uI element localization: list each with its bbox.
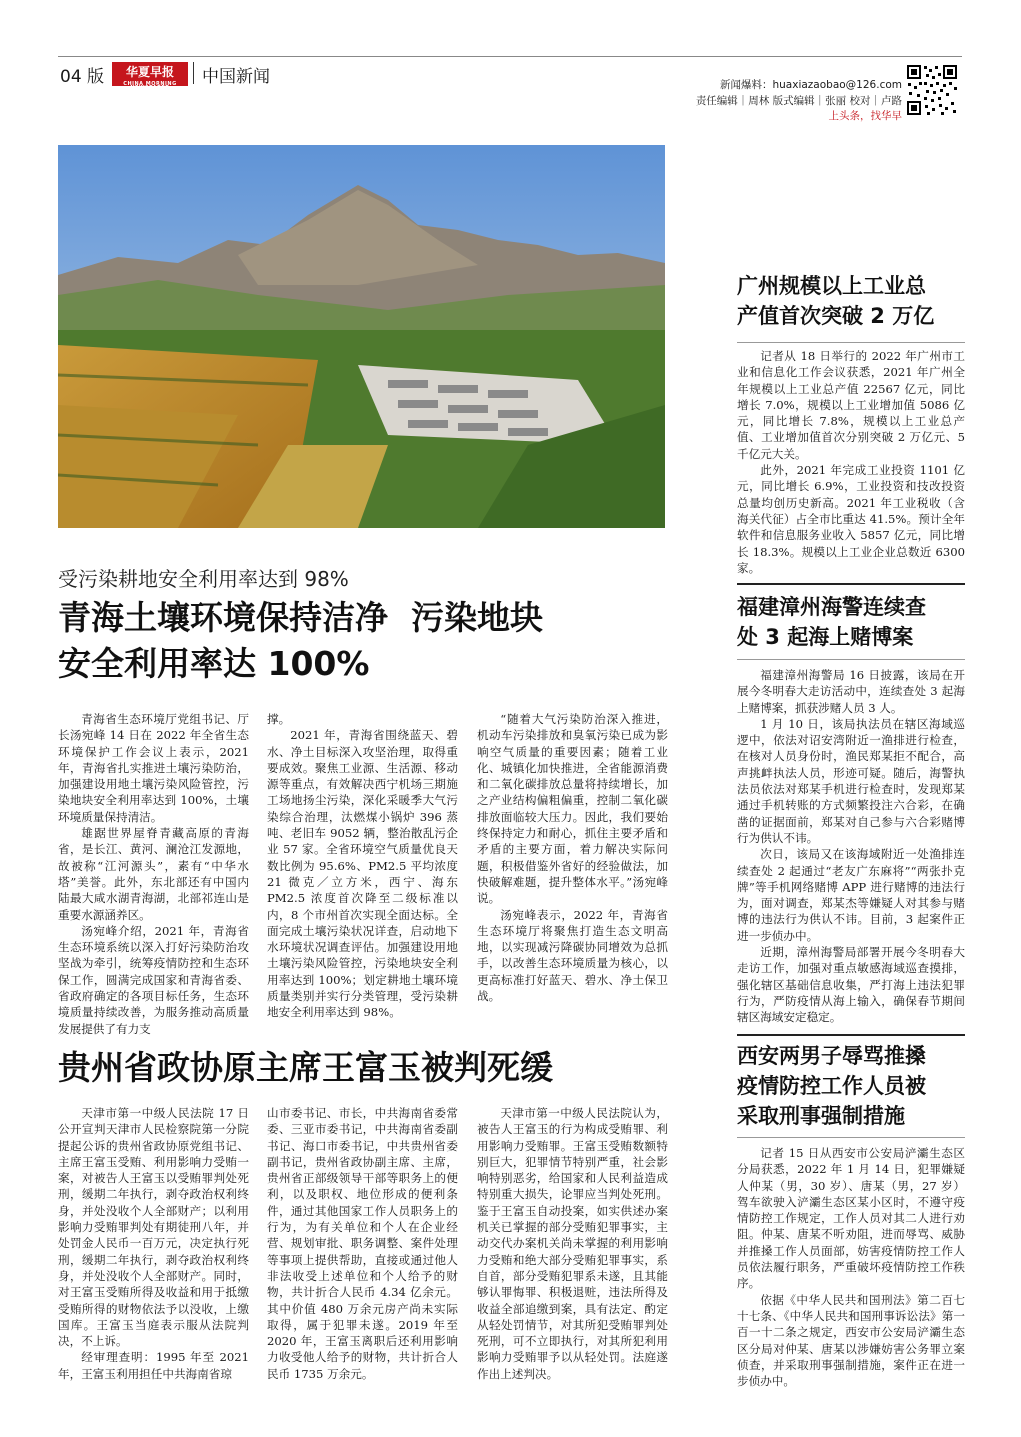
paragraph: 山市委书记、市长，中共海南省委常委、三亚市委书记，中共海南省委副书记、海口市委书记，中共贵州省委副书记，贵州省政协副主席、主席，贵州省正部级领导干部等职务上的便利，以及职权、地位形成的便利条件，通过其他国家工作人员职务上的行为，为有关单位和个人在企业经营、规划审批、职务调整、案件处理等事项上提供帮助，直接或通过他人非法收受上述单位和个人给予的财物，共计折合人民币 4.34 亿余元。其中价值 480 万余元房产尚未实际取得，属于犯罪未遂。2019 年至 2020 年，王富玉离职后还利用影响力收受他人给予的财物，共计折合人民币 1735 万余元。 <box>267 1106 458 1381</box>
fujian-headline-line2: 处 3 起海上赌博案 <box>737 625 914 649</box>
divider <box>737 342 965 343</box>
paragraph: 依据《中华人民共和国刑法》第二百七十七条、《中华人民共和国刑事诉讼法》第一百一十二条之规定，西安市公安局浐灞生态区分局对仲某、唐某以涉嫌妨害公务罪立案侦查，并采取刑事强制措施，案件正在进一步侦办中。 <box>737 1292 965 1389</box>
divider <box>737 659 965 660</box>
fujian-body <box>737 667 965 1026</box>
section-name: 中国新闻 <box>202 67 270 87</box>
paragraph: 天津市第一中级人民法院 17 日公开宣判天津市人民检察院第一分院提起公诉的贵州省政协原党组书记、主席王富玉受贿、利用影响力受贿一案，对被告人王富玉以受贿罪判处死刑，缓期二年执行，剥夺政治权利终身，并处没收个人全部财产；以利用影响力受贿罪判处有期徒刑八年，并处罚金人民币一百万元，决定执行死刑，缓期二年执行，剥夺政治权利终身，并处没收个人全部财产。同时，对王富玉受贿所得及收益和用于抵缴受贿所得的财物依法予以没收，上缴国库。王富玉当庭表示服从法院判决，不上诉。 <box>58 1106 249 1349</box>
guangzhou-body <box>737 348 965 576</box>
logo-text: 华夏早报 <box>125 65 174 79</box>
qinghai-column-3 <box>477 711 668 1004</box>
paragraph: 记者从 18 日举行的 2022 年广州市工业和信息化工作会议获悉，2021 年广州全年规模以上工业总产值 22567 亿元，同比增长 7.0%，规模以上工业增加值 5086 亿元，同比增长 7.8%，规模以上工业总产值、工业增加值首次分别突破 2 万亿元、5 千亿元大关。 <box>737 349 965 461</box>
page-number: 04 版 <box>60 67 105 87</box>
header-top-rule <box>58 56 962 57</box>
paragraph: “随着大气污染防治深入推进，机动车污染排放和臭氧污染已成为影响空气质量的重要因素；随着工业化、城镇化加快推进，全省能源消费和二氧化碳排放总量将持续增长，加之产业结构偏粗偏重，控制二氧化碳排放面临较大压力。因此，我们要始终保持定力和耐心，抓住主要矛盾和矛盾的主要方面，着力解决实际问题，积极借鉴外省好的经验做法，加快破解难题，提升整体水平。”汤宛峰说。 <box>477 712 668 906</box>
qinghai-headline-line2: 安全利用率达 100% <box>58 644 370 683</box>
xian-headline-line1: 西安两男子辱骂推搡 <box>737 1044 926 1068</box>
tip-line: 新闻爆料：huaxiazaobao@126.com <box>719 79 902 91</box>
paragraph: 汤宛峰表示，2022 年，青海省生态环境厅将聚焦打造生态文明高地，以实现减污降碳协同增效为总抓手，以改善生态环境质量为核心，以更高标准打好蓝天、碧水、净土保卫战。 <box>477 907 668 1004</box>
paragraph: 雄踞世界屋脊青藏高原的青海省，是长江、黄河、澜沧江发源地，故被称“江河源头”，素有“中华水塔”美誉。此外，东北部还有中国内陆最大咸水湖青海湖，北部祁连山是重要水源涵养区。 <box>58 826 249 922</box>
paragraph: 近期，漳州海警局部署开展今冬明春大走访工作，加强对重点敏感海域巡查摸排，强化辖区基础信息收集，严打海上违法犯罪行为，严防疫情从海上输入，确保春节期间辖区海域安定稳定。 <box>737 945 965 1025</box>
paragraph: 汤宛峰介绍，2021 年，青海省生态环境系统以深入打好污染防治攻坚战为牵引，统筹疫情防控和生态环保工作，圆满完成国家和青海省委、省政府确定的各项目标任务，生态环境质量持续改善，为服务推动高质量发展提供了有力支 <box>58 923 249 1036</box>
slogan: 上头条，找华早 <box>828 110 902 122</box>
landscape-photo <box>58 145 665 528</box>
xian-headline <box>737 1041 967 1131</box>
guizhou-headline: 贵州省政协原主席王富玉被判死缓 <box>58 1048 553 1087</box>
guangzhou-headline <box>737 271 967 331</box>
fujian-headline-line1: 福建漳州海警连续查 <box>737 595 926 619</box>
qinghai-column-1 <box>58 711 249 1037</box>
paragraph: 青海省生态环境厅党组书记、厅长汤宛峰 14 日在 2022 年全省生态环境保护工作会议上表示，2021 年，青海省扎实推进土壤污染防治，加强建设用地土壤污染风险管控，污染地块安全利用率达到 100%，土壤环境质量保持清洁。 <box>58 712 249 824</box>
paragraph: 经审理查明：1995 年至 2021 年，王富玉利用担任中共海南省琼 <box>58 1350 249 1381</box>
qinghai-column-2 <box>267 711 458 1021</box>
paragraph: 记者 15 日从西安市公安局浐灞生态区分局获悉，2022 年 1 月 14 日，犯罪嫌疑人仲某（男，30 岁）、唐某（男，27 岁）驾车欲驶入浐灞生态区某小区时，不遵守疫情防控工作规定，工作人员对其二人进行劝阻。仲某、唐某不听劝阻，进而辱骂、威胁并推搡工作人员面部，妨害疫情防控工作人员依法履行职务，严重破坏疫情防控工作秩序。 <box>737 1146 965 1291</box>
section-rule <box>737 1034 965 1036</box>
qinghai-headline-line1: 青海土壤环境保持洁净 污染地块 <box>58 598 543 637</box>
paragraph: 2021 年，青海省围绕蓝天、碧水、净土目标深入攻坚治理，取得重要成效。聚焦工业源、生活源、移动源等重点，有效解决西宁机场三期施工场地扬尘污染，深化采暖季大气污染综合治理，汰燃煤小锅炉 396 蒸吨、老旧车 9052 辆，整治散乱污企业 57 家。全省环境空气质量优良天数比例为 95.6%、PM2.5 平均浓度 21 微克／立方米，西宁、海东 PM2.5 浓度首次降至二级标准以内，8 个市州首次实现全面达标。全面完成土壤污染状况详查，启动地下水环境状况调查评估。加强建设用地土壤污染风险管控，污染地块安全利用率达到 100%；划定耕地土壤环境质量类别并实行分类管理，受污染耕地安全利用率达到 98%。 <box>267 728 458 1020</box>
paragraph: 撑。 <box>267 712 291 726</box>
logo-subtext: CHINA MORNING NEWSPAPER <box>123 81 177 91</box>
paragraph: 福建漳州海警局 16 日披露，该局在开展今冬明春大走访活动中，连续查处 3 起海上赌博案，抓获涉赌人员 3 人。 <box>737 668 965 715</box>
guangzhou-headline-line2: 产值首次突破 2 万亿 <box>737 304 935 328</box>
guangzhou-headline-line1: 广州规模以上工业总 <box>737 274 926 298</box>
paragraph: 1 月 10 日，该局执法员在辖区海域巡逻中，依法对诏安湾附近一渔排进行检查，在核对人员身份时，渔民郑某拒不配合，高声挑衅执法人员，形迹可疑。随后，海警执法员依法对郑某手机进行检查时，发现郑某通过手机转账的方式频繁投注六合彩，在确凿的证据面前，郑某对自己参与六合彩赌博行为供认不讳。 <box>737 716 965 845</box>
newspaper-logo <box>112 62 188 91</box>
fujian-headline <box>737 592 967 652</box>
section-rule <box>737 583 965 585</box>
paragraph: 天津市第一中级人民法院认为，被告人王富玉的行为构成受贿罪、利用影响力受贿罪。王富玉受贿数额特别巨大，犯罪情节特别严重，社会影响特别恶劣，给国家和人民利益造成特别重大损失，论罪应当判处死刑。鉴于王富玉自动投案，如实供述办案机关已掌握的部分受贿犯罪事实，主动交代办案机关尚未掌握的利用影响力受贿和绝大部分受贿犯罪事实，系自首，部分受贿犯罪系未遂，且其能够认罪悔罪、积极退赃，违法所得及收益全部追缴到案，具有法定、酌定从轻处罚情节，对其所犯受贿罪判处死刑，可不立即执行，对其所犯利用影响力受贿罪予以从轻处罚。法庭遂作出上述判决。 <box>477 1106 668 1381</box>
guizhou-column-3 <box>477 1105 668 1382</box>
xian-body <box>737 1145 965 1389</box>
guizhou-column-2 <box>267 1105 458 1382</box>
paragraph: 此外，2021 年完成工业投资 1101 亿元，同比增长 6.9%，工业投资和技改投资总量均创历史新高。2021 年工业税收（含海关代征）占全市比重达 41.5%。预计全年软件和信息服务业收入 5857 亿元，同比增长 18.3%。规模以上工业企业总数近 6300 家。 <box>737 463 965 575</box>
qr-code-icon <box>905 63 959 117</box>
paragraph: 次日，该局又在该海域附近一处渔排连续查处 2 起通过“老友广东麻将”“两张扑克牌”等手机网络赌博 APP 进行赌博的违法行为，面对调查，郑某杰等嫌疑人对其参与赌博的违法行为供认不讳。目前，3 起案件正进一步侦办中。 <box>737 847 965 943</box>
header-divider <box>193 62 194 84</box>
divider <box>737 1137 965 1138</box>
guizhou-column-1 <box>58 1105 249 1382</box>
qinghai-headline <box>58 595 678 687</box>
editors-line: 责任编辑｜周林 版式编辑｜张丽 校对｜卢路 <box>695 95 902 107</box>
qinghai-subtitle: 受污染耕地安全利用率达到 98% <box>58 567 349 591</box>
xian-headline-line3: 采取刑事强制措施 <box>737 1104 905 1128</box>
xian-headline-line2: 疫情防控工作人员被 <box>737 1074 926 1098</box>
